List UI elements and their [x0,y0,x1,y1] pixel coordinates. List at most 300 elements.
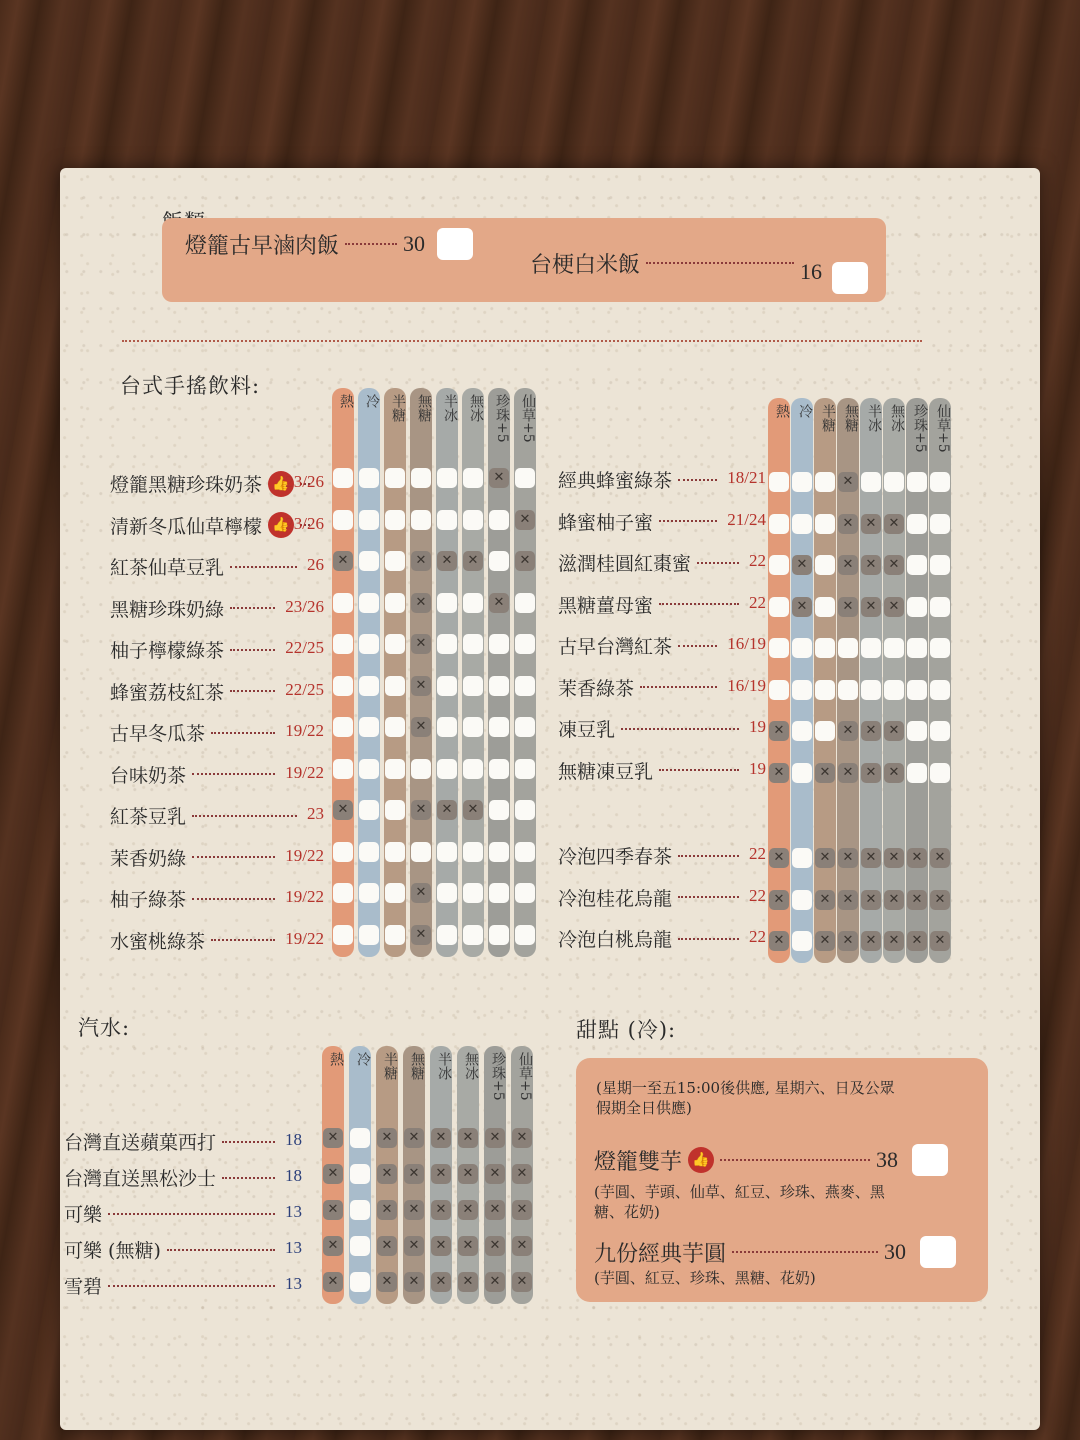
drink-row [110,678,281,705]
option-header: 仙草+5 [520,394,536,443]
unavailable-cross-icon [930,848,950,868]
option-checkbox[interactable] [792,931,812,951]
option-checkbox[interactable] [437,717,457,737]
unavailable-cross-icon [323,1200,343,1220]
drink-name: 柚子檸檬綠茶 [110,640,225,662]
option-checkbox[interactable] [769,555,789,575]
unavailable-cross-icon [838,890,858,910]
option-checkbox[interactable] [792,514,812,534]
unavailable-cross-icon [769,931,789,951]
option-checkbox[interactable] [489,676,509,696]
unavailable-cross-icon [333,551,353,571]
drink-price: 19 [749,717,766,736]
unavailable-cross-icon [861,890,881,910]
unavailable-cross-icon [431,1236,451,1256]
unavailable-cross-icon [323,1272,343,1292]
unavailable-cross-icon [815,848,835,868]
option-header: 冷 [364,394,380,408]
drink-price: 23/26 [285,513,324,533]
option-checkbox[interactable] [907,721,927,741]
option-checkbox[interactable] [884,472,904,492]
drink-price: 18/21 [727,468,766,487]
dotted-leader [720,1159,870,1161]
unavailable-cross-icon [512,1164,532,1184]
dotted-leader [732,1251,878,1253]
drink-price: 19 [749,758,766,778]
dessert-item-name: 燈籠雙芋 [594,1149,683,1175]
option-checkbox[interactable] [907,763,927,783]
thumbs-up-icon: 👍 [268,512,294,538]
option-checkbox[interactable] [930,555,950,575]
option-checkbox[interactable] [792,680,812,700]
order-checkbox[interactable] [920,1236,956,1268]
option-checkbox[interactable] [411,468,431,488]
option-checkbox[interactable] [515,634,535,654]
unavailable-cross-icon [861,848,881,868]
dessert-item-name: 九份經典芋圓 [594,1241,727,1267]
soda-section-title: 汽水: [78,1016,131,1040]
drink-price: 19/22 [285,845,324,865]
option-checkbox[interactable] [385,925,405,945]
drink-price: 22 [749,551,766,570]
option-checkbox[interactable] [411,759,431,779]
drink-price: 23/26 [285,472,324,491]
dotted-leader [222,1177,275,1179]
option-header: 無糖 [409,1052,425,1080]
unavailable-cross-icon [769,763,789,783]
option-checkbox[interactable] [884,680,904,700]
option-checkbox[interactable] [333,759,353,779]
option-checkbox[interactable] [437,883,457,903]
option-checkbox[interactable] [515,800,535,820]
unavailable-cross-icon [458,1128,478,1148]
dessert-item [594,1144,948,1176]
unavailable-cross-icon [884,890,904,910]
option-checkbox[interactable] [792,890,812,910]
option-checkbox[interactable] [385,800,405,820]
option-checkbox[interactable] [333,925,353,945]
option-checkbox[interactable] [463,468,483,488]
unavailable-cross-icon [323,1236,343,1256]
option-checkbox[interactable] [437,634,457,654]
unavailable-cross-icon [411,593,431,613]
rice-item-name: 燈籠古早滷肉飯 [185,233,340,259]
unavailable-cross-icon [404,1164,424,1184]
unavailable-cross-icon [861,555,881,575]
drink-name: 經典蜂蜜綠茶 [558,470,673,492]
unavailable-cross-icon [458,1272,478,1292]
option-checkbox[interactable] [463,510,483,530]
drinks-section-title: 台式手搖飲料: [120,374,261,398]
option-checkbox[interactable] [792,848,812,868]
unavailable-cross-icon [411,551,431,571]
drink-name: 冷泡桂花烏龍 [558,887,673,910]
unavailable-cross-icon [437,800,457,820]
unavailable-cross-icon [411,800,431,820]
option-checkbox[interactable] [333,717,353,737]
drink-price: 19/22 [285,721,324,740]
option-checkbox[interactable] [792,721,812,741]
unavailable-cross-icon [884,931,904,951]
unavailable-cross-icon [489,593,509,613]
option-checkbox[interactable] [515,593,535,613]
option-checkbox[interactable] [463,883,483,903]
unavailable-cross-icon [463,800,483,820]
drink-name: 紅茶豆乳 [110,806,187,828]
option-header: 無糖 [843,404,859,432]
unavailable-cross-icon [838,931,858,951]
drink-name: 蜂蜜荔枝紅茶 [110,681,225,704]
option-checkbox[interactable] [792,763,812,783]
option-header: 半冰 [866,404,882,432]
drink-name: 凍豆乳 [558,719,616,741]
drink-price: 16/19 [727,675,766,695]
unavailable-cross-icon [907,890,927,910]
option-checkbox[interactable] [930,763,950,783]
option-header: 無糖 [416,394,432,422]
drink-name: 茉香綠茶 [558,677,635,700]
drink-price: 19/22 [285,887,324,906]
unavailable-cross-icon [485,1128,505,1148]
option-checkbox[interactable] [333,676,353,696]
option-checkbox[interactable] [437,842,457,862]
dotted-leader [659,769,739,771]
option-checkbox[interactable] [463,634,483,654]
drink-name: 黑糖薑母蜜 [558,594,654,617]
option-checkbox[interactable] [815,680,835,700]
option-checkbox[interactable] [350,1272,370,1292]
option-header: 珍珠+5 [490,1052,506,1101]
unavailable-cross-icon [815,931,835,951]
unavailable-cross-icon [411,925,431,945]
option-checkbox[interactable] [463,717,483,737]
unavailable-cross-icon [431,1164,451,1184]
option-checkbox[interactable] [907,680,927,700]
drink-row [110,595,281,622]
unavailable-cross-icon [377,1200,397,1220]
option-checkbox[interactable] [359,883,379,903]
unavailable-cross-icon [861,514,881,534]
option-checkbox[interactable] [359,759,379,779]
unavailable-cross-icon [404,1236,424,1256]
option-checkbox[interactable] [930,597,950,617]
unavailable-cross-icon [404,1200,424,1220]
option-checkbox[interactable] [350,1128,370,1148]
option-checkbox[interactable] [437,925,457,945]
option-header: 無冰 [468,394,484,422]
option-checkbox[interactable] [769,514,789,534]
option-checkbox[interactable] [489,800,509,820]
option-checkbox[interactable] [907,638,927,658]
option-checkbox[interactable] [350,1236,370,1256]
option-checkbox[interactable] [385,634,405,654]
unavailable-cross-icon [458,1164,478,1184]
option-checkbox[interactable] [385,510,405,530]
option-checkbox[interactable] [489,510,509,530]
unavailable-cross-icon [884,763,904,783]
unavailable-cross-icon [485,1164,505,1184]
option-checkbox[interactable] [359,800,379,820]
order-checkbox[interactable] [912,1144,948,1176]
dotted-leader [345,243,397,245]
unavailable-cross-icon [323,1128,343,1148]
dotted-leader [678,479,717,481]
drink-price: 16/19 [727,634,766,653]
option-checkbox[interactable] [815,597,835,617]
unavailable-cross-icon [930,931,950,951]
unavailable-cross-icon [838,597,858,617]
dotted-leader [192,856,275,858]
unavailable-cross-icon [907,848,927,868]
rice-item [185,228,473,260]
option-checkbox[interactable] [930,472,950,492]
drink-row [110,844,281,871]
unavailable-cross-icon [377,1272,397,1292]
drink-row [110,927,281,954]
drink-price: 22 [749,927,766,946]
drink-price: 13 [285,1238,302,1257]
option-checkbox[interactable] [437,676,457,696]
option-checkbox[interactable] [769,638,789,658]
unavailable-cross-icon [838,721,858,741]
option-checkbox[interactable] [907,597,927,617]
option-checkbox[interactable] [385,759,405,779]
section-divider [122,340,922,342]
unavailable-cross-icon [838,514,858,534]
option-header: 半糖 [820,404,836,432]
unavailable-cross-icon [458,1236,478,1256]
option-checkbox[interactable] [861,680,881,700]
option-checkbox[interactable] [515,842,535,862]
option-checkbox[interactable] [815,638,835,658]
drink-name: 台灣直送黑松沙士 [64,1168,217,1190]
unavailable-cross-icon [884,555,904,575]
drink-name: 燈籠黑糖珍珠奶茶 [110,474,263,496]
unavailable-cross-icon [377,1236,397,1256]
order-checkbox[interactable] [437,228,473,260]
option-checkbox[interactable] [884,638,904,658]
drink-row [558,757,745,784]
option-checkbox[interactable] [359,551,379,571]
option-header: 熱 [328,1052,344,1066]
option-checkbox[interactable] [815,514,835,534]
dessert-box [576,1058,988,1302]
option-checkbox[interactable] [930,721,950,741]
option-checkbox[interactable] [359,717,379,737]
option-checkbox[interactable] [515,676,535,696]
unavailable-cross-icon [323,1164,343,1184]
option-checkbox[interactable] [359,676,379,696]
option-checkbox[interactable] [411,842,431,862]
option-checkbox[interactable] [385,551,405,571]
drink-row [558,925,745,952]
option-checkbox[interactable] [815,555,835,575]
unavailable-cross-icon [333,800,353,820]
unavailable-cross-icon [512,1272,532,1292]
option-checkbox[interactable] [489,634,509,654]
dessert-item-price: 38 [876,1147,899,1172]
option-header: 半冰 [442,394,458,422]
option-checkbox[interactable] [815,472,835,492]
dotted-leader [222,1141,275,1143]
option-checkbox[interactable] [359,468,379,488]
option-checkbox[interactable] [333,634,353,654]
drink-name: 柚子綠茶 [110,889,187,911]
option-checkbox[interactable] [792,638,812,658]
unavailable-cross-icon [512,1200,532,1220]
option-header: 仙草+5 [517,1052,533,1101]
option-checkbox[interactable] [359,842,379,862]
option-checkbox[interactable] [463,842,483,862]
drink-price: 21/24 [727,509,766,529]
option-checkbox[interactable] [515,759,535,779]
drink-name: 可樂 [64,1204,103,1226]
option-checkbox[interactable] [359,593,379,613]
option-header: 半糖 [390,394,406,422]
option-checkbox[interactable] [515,925,535,945]
drink-name: 黑糖珍珠奶綠 [110,598,225,621]
option-checkbox[interactable] [930,680,950,700]
option-checkbox[interactable] [861,638,881,658]
option-header: 熱 [338,394,354,408]
unavailable-cross-icon [515,551,535,571]
option-checkbox[interactable] [333,510,353,530]
thumbs-up-icon: 👍 [688,1147,714,1173]
option-checkbox[interactable] [437,510,457,530]
unavailable-cross-icon [838,848,858,868]
option-checkbox[interactable] [359,925,379,945]
option-checkbox[interactable] [930,638,950,658]
option-checkbox[interactable] [359,634,379,654]
option-checkbox[interactable] [489,759,509,779]
unavailable-cross-icon [884,848,904,868]
dotted-leader [192,815,297,817]
option-checkbox[interactable] [385,468,405,488]
option-checkbox[interactable] [489,925,509,945]
unavailable-cross-icon [404,1128,424,1148]
option-checkbox[interactable] [515,468,535,488]
drink-name: 清新冬瓜仙草檸檬 [110,515,263,538]
unavailable-cross-icon [861,721,881,741]
option-checkbox[interactable] [489,551,509,571]
unavailable-cross-icon [485,1200,505,1220]
drink-row [64,1200,281,1227]
option-checkbox[interactable] [907,514,927,534]
drink-row [110,885,281,912]
dotted-leader [640,686,717,688]
option-checkbox[interactable] [463,925,483,945]
option-header: 半冰 [436,1052,452,1080]
drink-row [64,1164,281,1191]
option-checkbox[interactable] [769,472,789,492]
unavailable-cross-icon [815,890,835,910]
drink-row [64,1272,281,1299]
unavailable-cross-icon [411,676,431,696]
option-checkbox[interactable] [437,468,457,488]
option-checkbox[interactable] [489,717,509,737]
option-header: 仙草+5 [935,404,951,453]
option-checkbox[interactable] [385,676,405,696]
unavailable-cross-icon [431,1128,451,1148]
dotted-leader [230,690,275,692]
option-checkbox[interactable] [463,676,483,696]
unavailable-cross-icon [489,468,509,488]
unavailable-cross-icon [404,1272,424,1292]
unavailable-cross-icon [769,890,789,910]
drink-price: 13 [285,1202,302,1221]
drink-row [110,636,281,663]
option-checkbox[interactable] [861,472,881,492]
option-header: 無冰 [889,404,905,432]
dotted-leader [230,649,275,651]
option-checkbox[interactable] [792,472,812,492]
unavailable-cross-icon [838,472,858,492]
drink-row [110,761,281,788]
option-checkbox[interactable] [385,593,405,613]
option-checkbox[interactable] [333,468,353,488]
option-checkbox[interactable] [815,721,835,741]
rice-item-price: 16 [800,259,823,284]
drink-price: 18 [285,1166,302,1185]
option-checkbox[interactable] [907,555,927,575]
option-checkbox[interactable] [515,717,535,737]
option-checkbox[interactable] [333,842,353,862]
option-checkbox[interactable] [350,1200,370,1220]
option-checkbox[interactable] [385,717,405,737]
option-checkbox[interactable] [769,680,789,700]
drink-price: 19/22 [285,928,324,948]
dotted-leader [211,732,275,734]
option-checkbox[interactable] [437,759,457,779]
unavailable-cross-icon [377,1128,397,1148]
option-checkbox[interactable] [463,759,483,779]
option-checkbox[interactable] [769,597,789,617]
dotted-leader [230,566,297,568]
option-checkbox[interactable] [385,842,405,862]
option-checkbox[interactable] [489,842,509,862]
option-checkbox[interactable] [463,593,483,613]
unavailable-cross-icon [411,634,431,654]
dessert-note: (星期一至五15:00後供應, 星期六、日及公眾假期全日供應) [596,1079,895,1117]
option-checkbox[interactable] [333,883,353,903]
drink-name: 台味奶茶 [110,764,187,787]
option-checkbox[interactable] [350,1164,370,1184]
option-checkbox[interactable] [838,680,858,700]
drink-price: 22 [749,592,766,612]
option-checkbox[interactable] [411,510,431,530]
drink-row [558,842,745,869]
option-checkbox[interactable] [437,593,457,613]
drink-name: 冷泡白桃烏龍 [558,929,673,951]
option-checkbox[interactable] [930,514,950,534]
option-checkbox[interactable] [838,638,858,658]
option-checkbox[interactable] [359,510,379,530]
dessert-item [594,1236,956,1268]
order-checkbox[interactable] [832,262,868,294]
option-checkbox[interactable] [333,593,353,613]
option-checkbox[interactable] [385,883,405,903]
drink-name: 滋潤桂圓紅棗蜜 [558,553,692,575]
option-header: 珍珠+5 [494,394,510,443]
unavailable-cross-icon [792,555,812,575]
option-checkbox[interactable] [515,883,535,903]
drink-row [558,632,723,659]
option-checkbox[interactable] [489,883,509,903]
drink-row [558,466,723,493]
option-checkbox[interactable] [907,472,927,492]
drink-row [558,549,745,576]
dotted-leader [697,562,739,564]
